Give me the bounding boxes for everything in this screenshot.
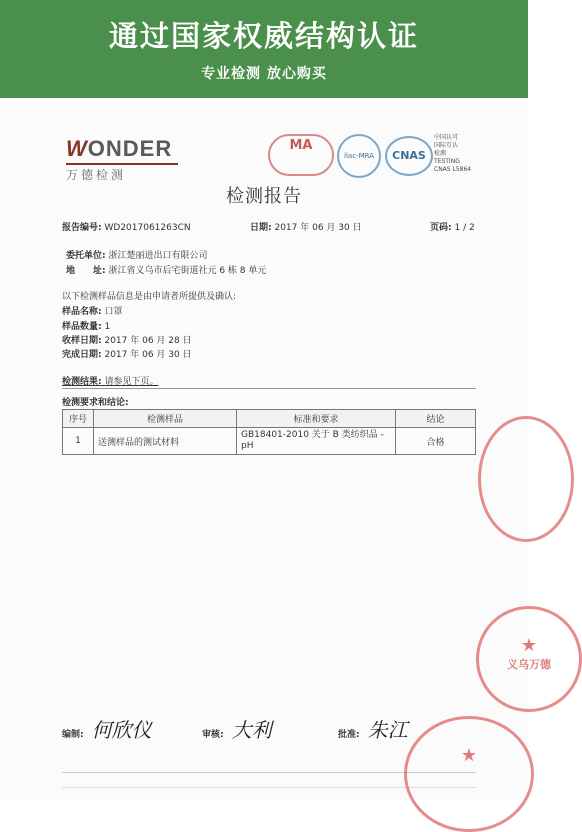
received-date: 2017 年 06 月 28 日	[104, 336, 192, 346]
completed-date: 2017 年 06 月 30 日	[104, 350, 192, 360]
col-header-standard: 标准和要求	[237, 410, 396, 428]
cma-badge: MA	[268, 134, 334, 176]
result-text: 请参见下页。	[104, 377, 159, 387]
page-number: 1 / 2	[454, 223, 475, 233]
cell-sample: 送测样品的测试材料	[94, 428, 237, 455]
report-number-row: 报告编号: WD2017061263CN	[62, 223, 191, 233]
client-name: 浙江楚丽进出口有限公司	[108, 251, 208, 261]
banner-subtitle: 专业检测 放心购买	[201, 66, 327, 82]
report-number: WD2017061263CN	[104, 223, 191, 233]
result-row: 检测结果: 请参见下页。	[62, 377, 159, 387]
wonder-logo	[66, 136, 178, 183]
sample-name: 口罩	[104, 307, 123, 317]
prepared-signature: 编制: 何欣仪	[62, 718, 152, 742]
banner-title: 通过国家权威结构认证	[108, 19, 419, 53]
report-date-row: 日期: 2017 年 06 月 30 日	[250, 223, 362, 233]
client-address: 浙江省义乌市后宅街道社元 6 栋 8 单元	[108, 266, 267, 276]
ilac-mra-badge: ilac-MRA	[337, 134, 381, 178]
sample-name-row: 样品名称: 口罩	[62, 307, 123, 317]
logo-mark: W	[66, 136, 88, 161]
cnas-caption: 中国认可 国际互认 检测 TESTING CNAS L5864	[434, 134, 472, 173]
col-header-conclusion: 结论	[396, 410, 476, 428]
partial-seal-stamp	[478, 416, 574, 542]
reviewed-signature: 审核: 大利	[202, 718, 272, 742]
col-header-sample: 检测样品	[94, 410, 237, 428]
testing-seal-stamp: ★	[404, 716, 534, 832]
report-title: 检测报告	[226, 186, 302, 207]
cell-standard: GB18401-2010 关于 B 类纺织品 - pH	[237, 428, 396, 455]
client-row: 委托单位: 浙江楚丽进出口有限公司	[66, 251, 208, 261]
promo-banner	[0, 0, 528, 98]
table-header-row	[63, 410, 476, 428]
table-row	[63, 428, 476, 455]
report-date: 2017 年 06 月 30 日	[274, 223, 362, 233]
requirements-table	[62, 409, 476, 455]
address-row: 地 址: 浙江省义乌市后宅街道社元 6 栋 8 单元	[66, 266, 267, 276]
divider	[62, 388, 476, 389]
sample-qty: 1	[104, 322, 111, 332]
report-document	[0, 98, 551, 800]
company-stamp: ★ 义乌万德	[476, 606, 582, 712]
col-header-no: 序号	[63, 410, 94, 428]
cnas-badge: CNAS	[385, 136, 433, 176]
requirements-heading: 检测要求和结论:	[62, 398, 129, 408]
logo-wordmark: ONDER	[87, 136, 173, 161]
sample-intro: 以下检测样品信息是由申请者所提供及确认:	[62, 292, 237, 302]
cell-conclusion: 合格	[396, 428, 476, 455]
approved-signature: 批准: 朱江	[338, 718, 408, 742]
received-row: 收样日期: 2017 年 06 月 28 日	[62, 336, 192, 346]
completed-row: 完成日期: 2017 年 06 月 30 日	[62, 350, 192, 360]
logo-cn: 万德检测	[66, 163, 178, 183]
page-number-row: 页码: 1 / 2	[430, 223, 475, 233]
sample-qty-row: 样品数量: 1	[62, 322, 111, 332]
cell-no: 1	[63, 428, 94, 455]
